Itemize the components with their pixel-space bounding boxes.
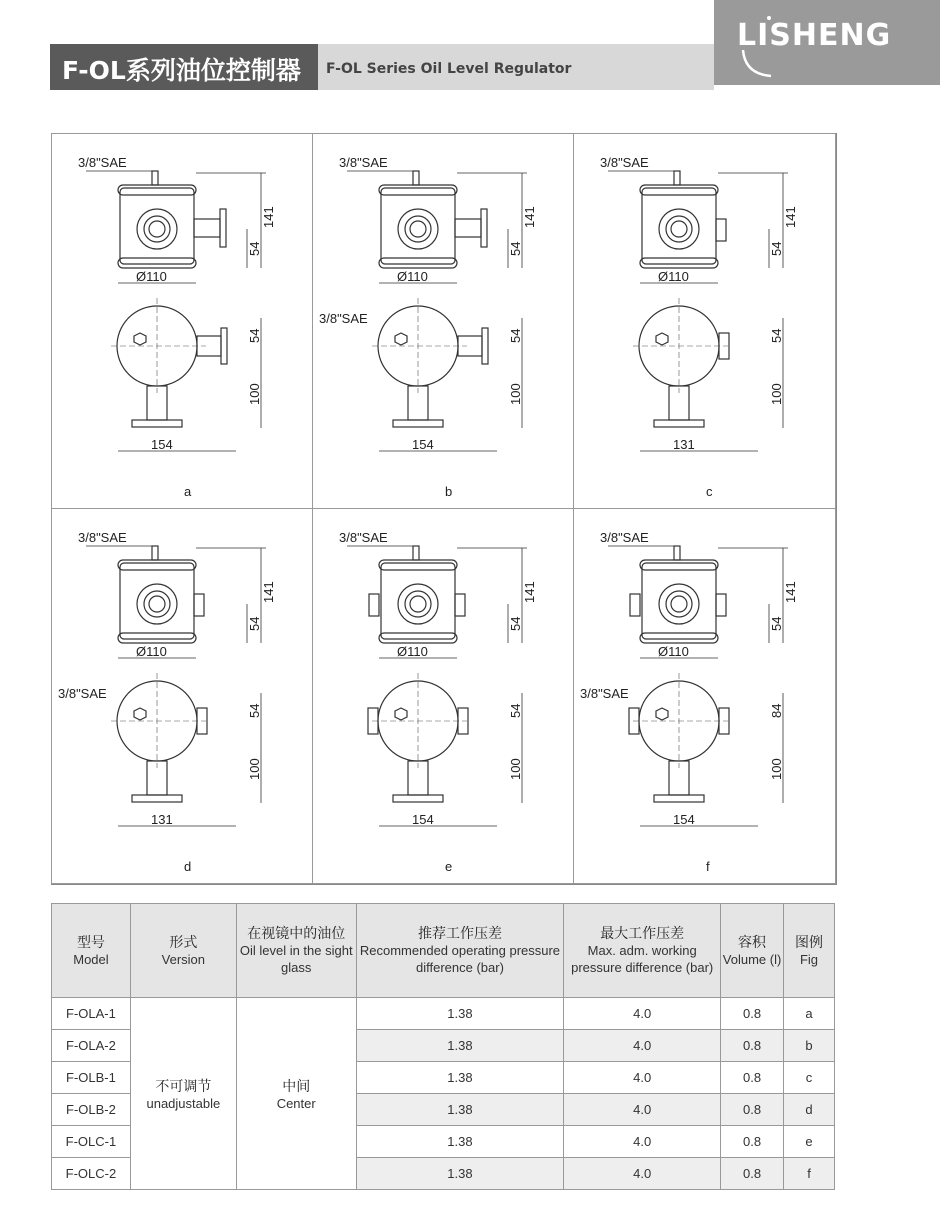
header-max-pressure: 最大工作压差 Max. adm. working pressure difference (bar) <box>564 904 721 998</box>
cell-model: F-OLA-2 <box>52 1030 131 1062</box>
cell-model: F-OLB-2 <box>52 1094 131 1126</box>
cell-max: 4.0 <box>564 998 721 1030</box>
brand-logo-text: LISHENG <box>737 18 892 53</box>
dim-height: 141 <box>261 206 276 228</box>
cell-vol: 0.8 <box>721 1158 784 1190</box>
dim-top-offset: 84 <box>769 703 784 718</box>
cell-max: 4.0 <box>564 1062 721 1094</box>
port-label: 3/8"SAE <box>339 530 388 545</box>
dim-diameter: Ø110 <box>136 644 167 659</box>
cell-vol: 0.8 <box>721 1126 784 1158</box>
dim-height: 141 <box>522 581 537 603</box>
cell-model: F-OLA-1 <box>52 998 131 1030</box>
dim-top-offset: 54 <box>508 703 523 718</box>
drawing-b <box>312 133 574 509</box>
dim-width: 131 <box>673 437 695 452</box>
drawing-f <box>573 508 835 884</box>
header-fig: 图例 Fig <box>784 904 835 998</box>
dim-depth: 100 <box>769 758 784 780</box>
dim-top-offset: 54 <box>508 328 523 343</box>
dim-center: 54 <box>247 241 262 256</box>
cell-fig: f <box>784 1158 835 1190</box>
figure-label: e <box>445 859 453 874</box>
port-label: 3/8"SAE <box>78 530 127 545</box>
cell-rec: 1.38 <box>356 1094 564 1126</box>
port-label-2: 3/8"SAE <box>580 686 629 701</box>
port-label-2: 3/8"SAE <box>319 311 368 326</box>
cell-rec: 1.38 <box>356 1062 564 1094</box>
dim-top-offset: 54 <box>247 703 262 718</box>
cell-fig: d <box>784 1094 835 1126</box>
table-header-row <box>52 904 835 998</box>
dim-width: 154 <box>412 812 434 827</box>
dim-top-offset: 54 <box>247 328 262 343</box>
dim-height: 141 <box>261 581 276 603</box>
cell-rec: 1.38 <box>356 1158 564 1190</box>
figure-label: c <box>706 484 713 499</box>
figure-label: d <box>184 859 192 874</box>
port-label: 3/8"SAE <box>600 530 649 545</box>
dim-width: 131 <box>151 812 173 827</box>
dim-depth: 100 <box>769 383 784 405</box>
cell-fig: e <box>784 1126 835 1158</box>
cell-version: 不可调节 unadjustable <box>130 998 236 1190</box>
cell-rec: 1.38 <box>356 998 564 1030</box>
cell-max: 4.0 <box>564 1094 721 1126</box>
cell-rec: 1.38 <box>356 1030 564 1062</box>
figure-label: a <box>184 484 192 499</box>
dim-depth: 100 <box>508 758 523 780</box>
figure-label: b <box>445 484 453 499</box>
cell-vol: 0.8 <box>721 1094 784 1126</box>
header-oil-level: 在视镜中的油位 Oil level in the sight glass <box>236 904 356 998</box>
header-recommended-pressure: 推荐工作压差 Recommended operating pressure difference (bar) <box>356 904 564 998</box>
dim-width: 154 <box>151 437 173 452</box>
port-label: 3/8"SAE <box>339 155 388 170</box>
dim-width: 154 <box>673 812 695 827</box>
drawing-e <box>312 508 574 884</box>
cell-max: 4.0 <box>564 1126 721 1158</box>
dim-depth: 100 <box>508 383 523 405</box>
dim-height: 141 <box>783 206 798 228</box>
cell-vol: 0.8 <box>721 998 784 1030</box>
port-label: 3/8"SAE <box>78 155 127 170</box>
dim-diameter: Ø110 <box>397 269 428 284</box>
dim-center: 54 <box>769 241 784 256</box>
dim-height: 141 <box>522 206 537 228</box>
dim-depth: 100 <box>247 758 262 780</box>
cell-vol: 0.8 <box>721 1030 784 1062</box>
dim-diameter: Ø110 <box>658 269 689 284</box>
drawing-c <box>573 133 835 509</box>
cell-max: 4.0 <box>564 1030 721 1062</box>
header-version: 形式 Version <box>130 904 236 998</box>
cell-oil-level: 中间 Center <box>236 998 356 1190</box>
header-volume: 容积 Volume (l) <box>721 904 784 998</box>
cell-fig: c <box>784 1062 835 1094</box>
cell-model: F-OLC-2 <box>52 1158 131 1190</box>
cell-model: F-OLB-1 <box>52 1062 131 1094</box>
port-label: 3/8"SAE <box>600 155 649 170</box>
spec-table <box>51 903 835 1190</box>
port-label-2: 3/8"SAE <box>58 686 107 701</box>
cell-vol: 0.8 <box>721 1062 784 1094</box>
dim-diameter: Ø110 <box>397 644 428 659</box>
drawing-a <box>51 133 313 509</box>
dim-center: 54 <box>247 616 262 631</box>
dim-top-offset: 54 <box>769 328 784 343</box>
dim-diameter: Ø110 <box>658 644 689 659</box>
dim-center: 54 <box>508 616 523 631</box>
header-model: 型号 Model <box>52 904 131 998</box>
cell-max: 4.0 <box>564 1158 721 1190</box>
dim-diameter: Ø110 <box>136 269 167 284</box>
cell-rec: 1.38 <box>356 1126 564 1158</box>
cell-fig: a <box>784 998 835 1030</box>
cell-model: F-OLC-1 <box>52 1126 131 1158</box>
dim-width: 154 <box>412 437 434 452</box>
dim-depth: 100 <box>247 383 262 405</box>
cell-fig: b <box>784 1030 835 1062</box>
dim-height: 141 <box>783 581 798 603</box>
page-title-cn: F-OL系列油位控制器 <box>62 56 301 85</box>
dim-center: 54 <box>769 616 784 631</box>
figure-label: f <box>706 859 710 874</box>
drawing-d <box>51 508 313 884</box>
page-title-en: F-OL Series Oil Level Regulator <box>326 61 572 77</box>
table-row <box>52 998 835 1030</box>
dim-center: 54 <box>508 241 523 256</box>
